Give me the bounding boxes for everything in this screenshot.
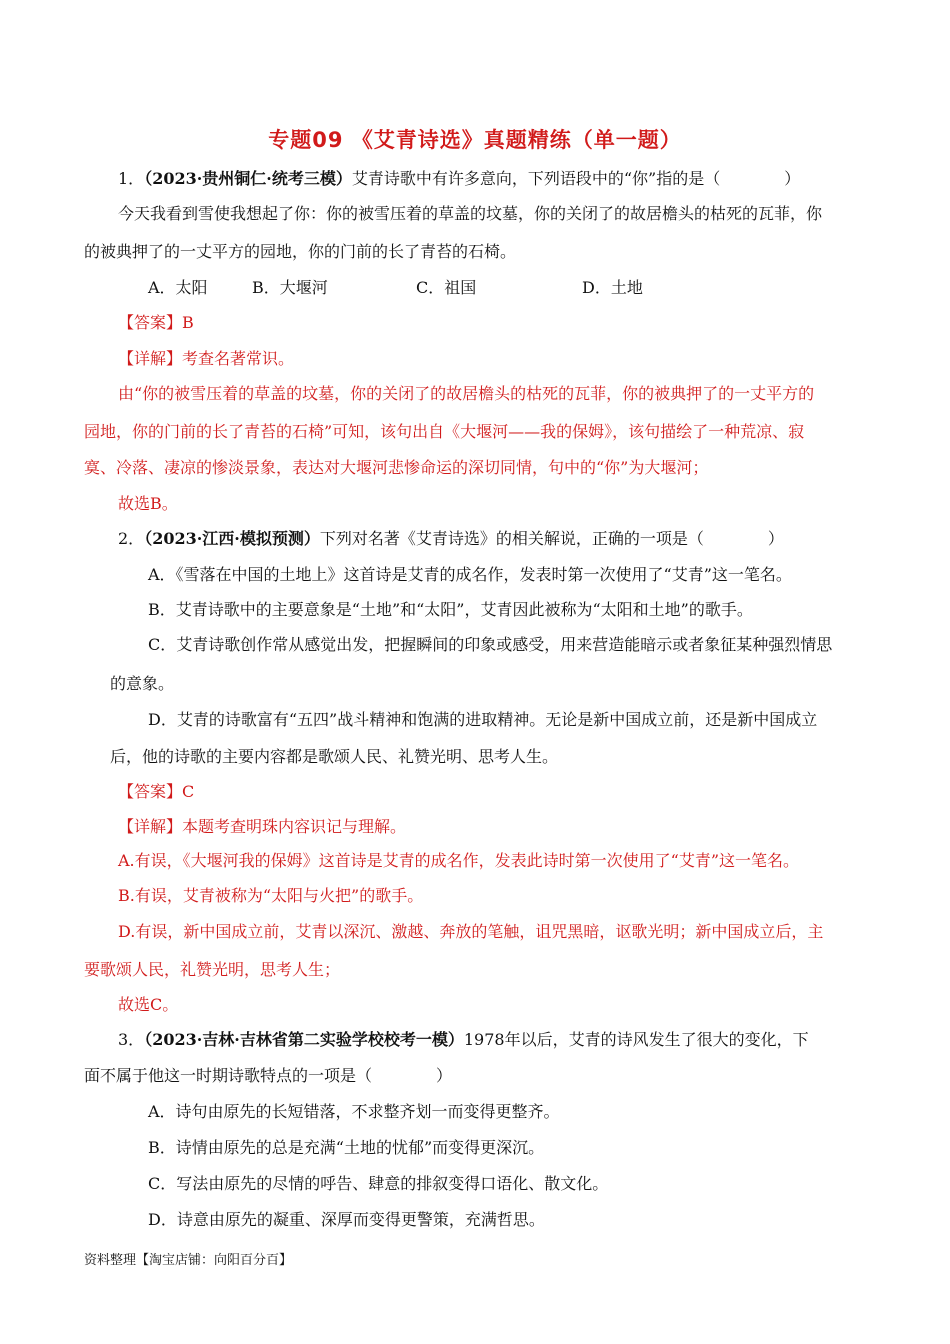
- question-3-header: [118, 1030, 809, 1050]
- answer-value: C: [182, 782, 195, 801]
- detail-label: 【详解】: [118, 349, 183, 368]
- detail-text: 考查名著常识。: [182, 349, 295, 368]
- explanation-line: 要歌颂人民，礼赞光明，思考人生；: [84, 960, 341, 979]
- passage-line: 的被典押了的一丈平方的园地，你的门前的长了青苔的石椅。: [84, 242, 517, 261]
- question-stem-cont: 面不属于他这一时期诗歌特点的一项是（ ）: [84, 1066, 453, 1085]
- answer-value: B: [182, 313, 194, 332]
- passage-line: 今天我看到雪使我想起了你：你的被雪压着的草盖的坟墓，你的关闭了的故居檐头的枯死的瓦菲，你: [118, 204, 823, 223]
- footer-note: 资料整理【淘宝店铺：向阳百分百】: [84, 1253, 293, 1268]
- explanation-line: 寞、冷落、凄凉的惨淡景象，表达对大堰河悲惨命运的深切同情，句中的“你”为大堰河；: [84, 458, 709, 477]
- option-d: D．诗意由原先的凝重、深厚而变得更警策，充满哲思。: [148, 1210, 545, 1229]
- answer-line: [118, 313, 194, 333]
- option-b: B．诗情由原先的总是充满“土地的忧郁”而变得更深沉。: [148, 1138, 545, 1157]
- answer-line: [118, 782, 194, 802]
- question-stem: 1978年以后，艾青的诗风发生了很大的变化，下: [463, 1030, 809, 1049]
- option-b: B．艾青诗歌中的主要意象是“土地”和“太阳”，艾青因此被称为“太阳和土地”的歌手。: [148, 600, 753, 619]
- answer-label: 【答案】: [118, 782, 183, 801]
- explanation-line: B.有误，艾青被称为“太阳与火把”的歌手。: [118, 886, 424, 905]
- question-source: （2023·吉林·吉林省第二实验学校校考一模）: [144, 1030, 464, 1049]
- detail-label: 【详解】: [118, 817, 183, 836]
- conclusion: 故选C。: [118, 995, 179, 1014]
- explanation-line: A.有误，《大堰河我的保姆》这首诗是艾青的成名作，发表此诗时第一次使用了“艾青”这一笔名。: [118, 851, 800, 870]
- answer-label: 【答案】: [118, 313, 183, 332]
- question-source: （2023·贵州铜仁·统考三模）: [144, 169, 352, 188]
- question-number: 3．: [118, 1030, 145, 1049]
- question-1-header: [118, 169, 800, 189]
- explanation-line: 由“你的被雪压着的草盖的坟墓，你的关闭了的故居檐头的枯死的瓦菲，你的被典押了的一丈平方的: [118, 384, 815, 403]
- detail-text: 本题考查明珠内容识记与理解。: [182, 817, 407, 836]
- conclusion: 故选B。: [118, 494, 178, 513]
- question-stem: 下列对名著《艾青诗选》的相关解说，正确的一项是（ ）: [319, 529, 784, 548]
- question-stem: 艾青诗歌中有许多意向，下列语段中的“你”指的是（ ）: [351, 169, 801, 188]
- option-d: D．艾青的诗歌富有“五四”战斗精神和饱满的进取精神。无论是新中国成立前，还是新中国成立: [148, 710, 818, 729]
- option-b: B．大堰河: [252, 278, 328, 297]
- explanation-line: D.有误，新中国成立前，艾青以深沉、激越、奔放的笔触，诅咒黑暗，讴歌光明；新中国成立后，主: [118, 922, 824, 941]
- option-d: D．土地: [582, 278, 643, 297]
- question-source: （2023·江西·模拟预测）: [144, 529, 320, 548]
- option-a: A．《雪落在中国的土地上》这首诗是艾青的成名作，发表时第一次使用了“艾青”这一笔名。: [148, 565, 792, 584]
- option-c: C．写法由原先的尽情的呼告、肆意的排叙变得口语化、散文化。: [148, 1174, 609, 1193]
- option-c-cont: 的意象。: [110, 674, 175, 693]
- option-d-cont: 后，他的诗歌的主要内容都是歌颂人民、礼赞光明、思考人生。: [110, 747, 559, 766]
- option-c: C．祖国: [416, 278, 477, 297]
- detail-line: [118, 817, 406, 837]
- question-number: 1．: [118, 169, 145, 188]
- option-a: A．太阳: [148, 278, 208, 297]
- detail-line: [118, 349, 294, 369]
- question-2-header: [118, 529, 784, 549]
- page-title: 专题09 《艾青诗选》真题精练（单一题）: [268, 128, 682, 152]
- explanation-line: 园地，你的门前的长了青苔的石椅”可知，该句出自《大堰河——我的保姆》，该句描绘了一种荒凉、寂: [84, 422, 805, 441]
- option-a: A．诗句由原先的长短错落，不求整齐划一而变得更整齐。: [148, 1102, 560, 1121]
- option-c: C．艾青诗歌创作常从感觉出发，把握瞬间的印象或感受，用来营造能暗示或者象征某种强烈情思: [148, 635, 833, 654]
- question-number: 2．: [118, 529, 145, 548]
